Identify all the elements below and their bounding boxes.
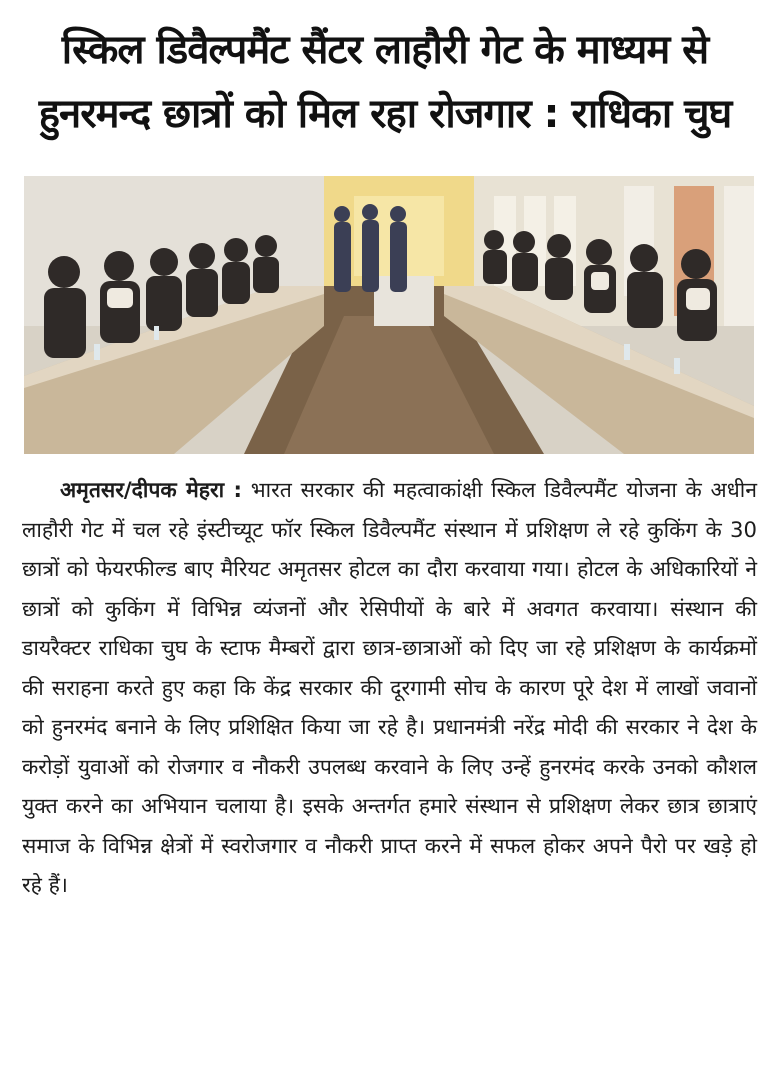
- article-text: भारत सरकार की महत्वाकांक्षी स्किल डिवैल्पमैंट योजना के अधीन लाहौरी गेट में चल रहे इंस्टीच्यूट फॉर स्किल डिवैल्पमैंट संस्थान में प्रशिक्षण ले रहे कुकिंग के 30 छात्रों को फेयरफील्ड बाए मैरियट अमृतसर होटल का दौरा करवाया गया। होटल के अधिकारियों ने छात्रों को कुकिंग में विभिन्न व्यंजनों और रेसिपीयों के बारे में अवगत करवाया। संस्थान की डायरैक्टर राधिका चुघ के स्टाफ मैम्बरों द्वारा छात्र-छात्राओं को दिए जा रहे प्रशिक्षण के कार्यक्रमों की सराहना करते हुए कहा कि केंद्र सरकार की दूरगामी सोच के कारण पूरे देश में लाखों जवानों को हुनरमंद बनाने के लिए प्रशिक्षित किया जा रहे है। प्रधानमंत्री नरेंद्र मोदी की सरकार ने देश के करोड़ों युवाओं को रोजगार व नौकरी उपलब्ध करवाने के लिए उन्हें हुनरमंद करके उनको कौशल युक्त करने का अभियान चलाया है। इसके अन्तर्गत हमारे संस्थान से प्रशिक्षण लेकर छात्र छात्राएं समाज के विभिन्न क्षेत्रों में स्वरोजगार व नौकरी प्राप्त करने में सफल होकर अपने पैरो पर खड़े हो रहे हैं।: [22, 477, 757, 897]
- article-body: [22, 470, 757, 905]
- headline-line-1: स्किल डिवैल्पमैंट सैंटर लाहौरी गेट के माध्यम से: [61, 27, 709, 73]
- headline: [14, 18, 756, 146]
- headline-line-2: हुनरमन्द छात्रों को मिल रहा रोजगार : राधिका चुघ: [38, 91, 732, 137]
- news-photo: [24, 176, 754, 454]
- dateline: अमृतसर/दीपक मेहरा :: [60, 477, 242, 502]
- news-photo-illustration: [24, 176, 754, 454]
